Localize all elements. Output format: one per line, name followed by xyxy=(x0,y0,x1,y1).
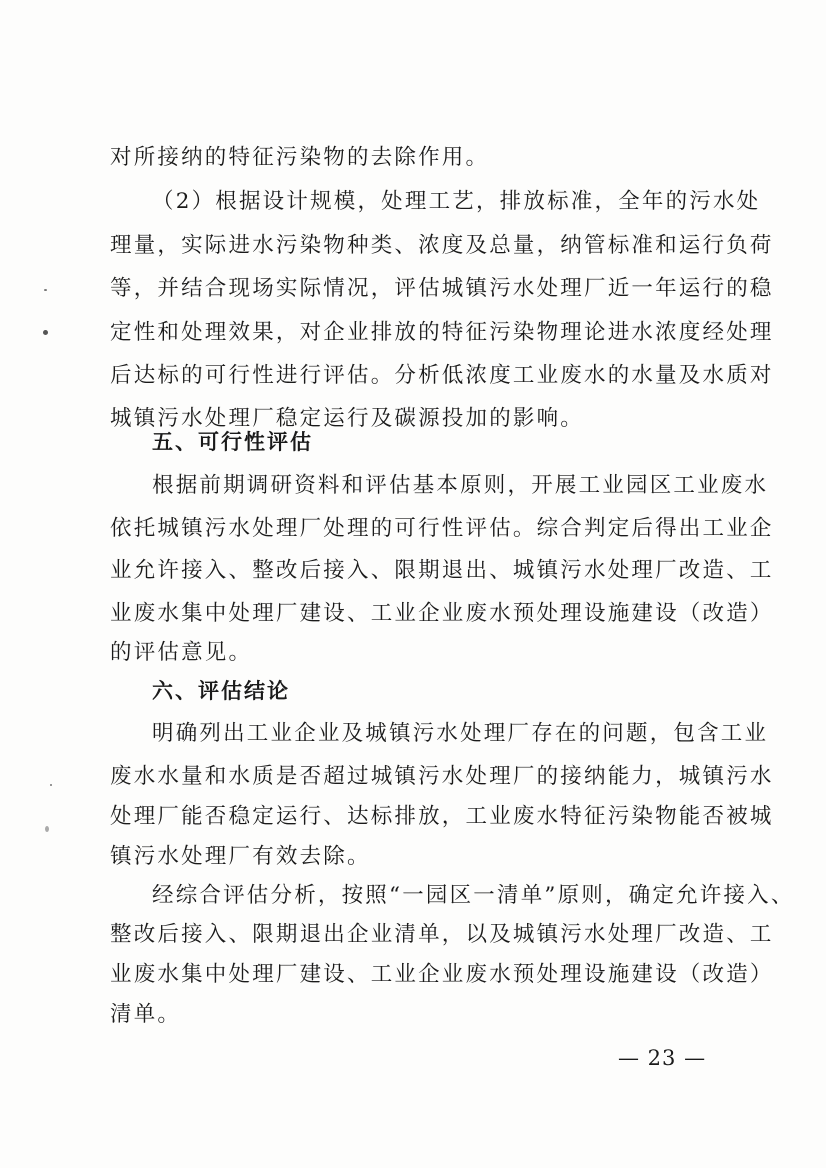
paragraph-line: （2）根据设计规模，处理工艺，排放标准，全年的污水处 xyxy=(152,189,761,214)
scan-speck xyxy=(44,289,47,291)
paragraph-line: 根据前期调研资料和评估基本原则，开展工业园区工业废水 xyxy=(152,473,769,498)
paragraph-line: 明确列出工业企业及城镇污水处理厂存在的问题，包含工业 xyxy=(152,721,769,746)
paragraph-line: 镇污水处理厂有效去除。 xyxy=(110,844,371,869)
page-number: — 23 — xyxy=(618,1046,707,1070)
paragraph-line: 业允许接入、整改后接入、限期退出、城镇污水处理厂改造、工 xyxy=(110,558,774,583)
paragraph-line: 依托城镇污水处理厂处理的可行性评估。综合判定后得出工业企 xyxy=(110,516,774,541)
paragraph-line: 业废水集中处理厂建设、工业企业废水预处理设施建设（改造） xyxy=(110,601,774,626)
paragraph-line: 定性和处理效果，对企业排放的特征污染物理论进水浓度经处理 xyxy=(110,320,774,345)
section-heading: 六、评估结论 xyxy=(152,679,290,703)
scan-speck xyxy=(50,784,52,786)
paragraph-line: 清单。 xyxy=(110,1002,182,1027)
paragraph-line: 对所接纳的特征污染物的去除作用。 xyxy=(110,145,490,170)
paragraph-line: 城镇污水处理厂稳定运行及碳源投加的影响。 xyxy=(110,406,585,431)
paragraph-line: 经综合评估分析，按照“一园区一清单”原则，确定允许接入、 xyxy=(152,883,795,908)
paragraph-line: 理量，实际进水污染物种类、浓度及总量，纳管标准和运行负荷 xyxy=(110,233,774,258)
paragraph-line: 等，并结合现场实际情况，评估城镇污水处理厂近一年运行的稳 xyxy=(110,276,774,301)
paragraph-line: 废水水量和水质是否超过城镇污水处理厂的接纳能力，城镇污水 xyxy=(110,764,774,789)
paragraph-line: 处理厂能否稳定运行、达标排放，工业废水特征污染物能否被城 xyxy=(110,804,774,829)
scan-speck xyxy=(45,826,49,832)
paragraph-line: 后达标的可行性进行评估。分析低浓度工业废水的水量及水质对 xyxy=(110,363,774,388)
section-heading: 五、可行性评估 xyxy=(152,430,313,454)
scan-speck xyxy=(43,330,48,335)
paragraph-line: 业废水集中处理厂建设、工业企业废水预处理设施建设（改造） xyxy=(110,962,774,987)
paragraph-line: 整改后接入、限期退出企业清单，以及城镇污水处理厂改造、工 xyxy=(110,922,774,947)
paragraph-line: 的评估意见。 xyxy=(110,640,253,665)
